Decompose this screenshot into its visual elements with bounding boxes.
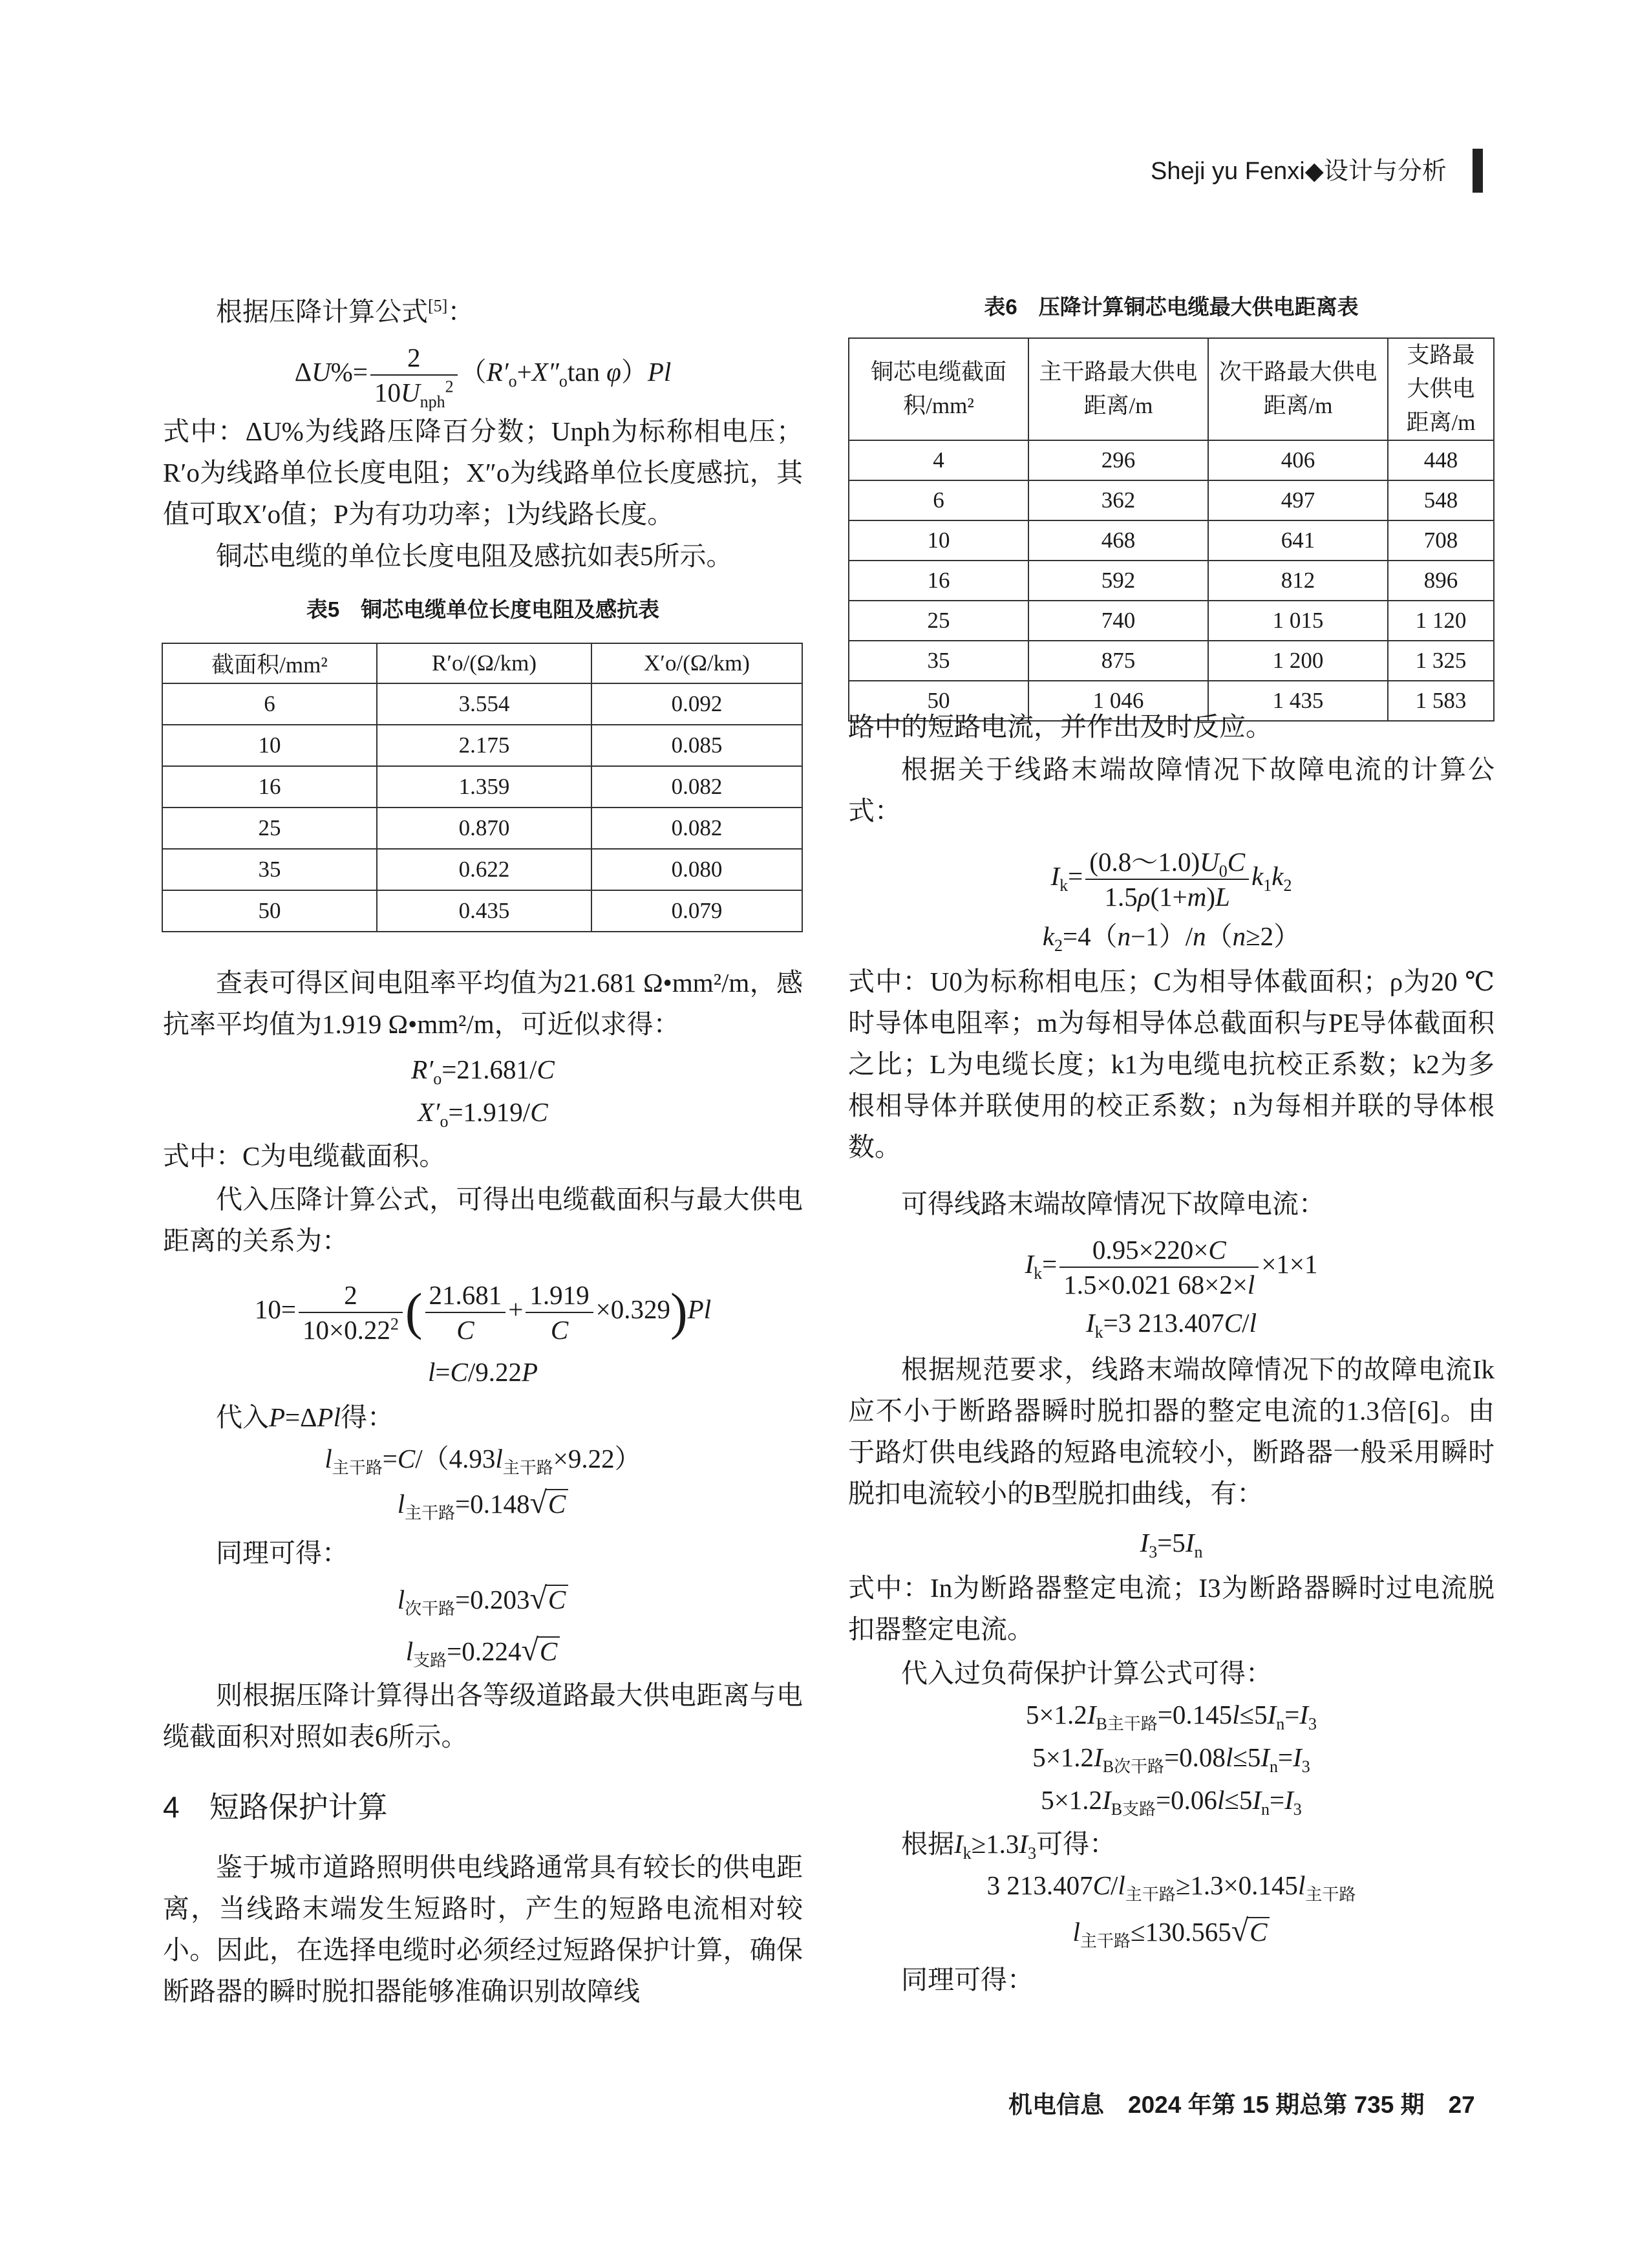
table5 bbox=[162, 643, 803, 932]
header-bar bbox=[1473, 149, 1483, 193]
table6-row bbox=[849, 641, 1494, 681]
table6-cell: 406 bbox=[1208, 440, 1388, 480]
table6-cell: 497 bbox=[1208, 480, 1388, 520]
table6-cell: 641 bbox=[1208, 520, 1388, 561]
table6-cell: 812 bbox=[1208, 561, 1388, 601]
same-paragraph: 同理可得： bbox=[216, 1538, 348, 1568]
table6 bbox=[848, 337, 1495, 722]
eq-ik-result: $I_k=3$ 213.407C/l bbox=[1086, 1308, 1257, 1342]
table6-header: 次干路最大供电距离/m bbox=[1208, 338, 1388, 440]
average-paragraph: 查表可得区间电阻率平均值为21.681 Ω•mm²/m，感抗率平均值为1.919 Ω•mm²/m，可近似求得： bbox=[163, 968, 803, 1039]
running-header bbox=[1151, 152, 1447, 191]
ik-paragraph: 根据$I_k\ge 1.3I_3$可得： bbox=[901, 1829, 1116, 1863]
table5-caption: 表5 铜芯电缆单位长度电阻及感抗表 bbox=[306, 597, 660, 621]
table5-header: 截面积/mm² bbox=[162, 643, 377, 683]
eq-main-2: $l_{主干路}=0.148√C$ bbox=[163, 1484, 803, 1523]
table5-row bbox=[162, 683, 802, 725]
table5-row bbox=[162, 890, 802, 932]
table6-cell: 1 325 bbox=[1388, 641, 1494, 681]
eq-main-1: $l_{主干路}=C/(4.93l_{主干路}\times 9.22)$ bbox=[324, 1444, 641, 1478]
table6-cell: 896 bbox=[1388, 561, 1494, 601]
voltage-drop-formula: ΔU%= $\frac{2}{10U_{nph}^2}$ （$R'_o+X''_o\tan$ φ）Pl bbox=[294, 342, 672, 411]
section-heading-4: 4 短路保护计算 bbox=[163, 1790, 388, 1824]
table6-cell: 448 bbox=[1388, 440, 1494, 480]
eq-branch: $l_{支路}=0.224√C$ bbox=[163, 1632, 803, 1671]
table6-header: 主干路最大供电距离/m bbox=[1028, 338, 1208, 440]
table6-cell: 6 bbox=[849, 480, 1028, 520]
table6-cell: 740 bbox=[1028, 601, 1208, 641]
table5-cell: 25 bbox=[162, 808, 377, 849]
table5-row bbox=[162, 849, 802, 890]
table6-cell: 1 120 bbox=[1388, 601, 1494, 641]
table5-header: R′o/(Ω/km) bbox=[377, 643, 591, 683]
table6-row bbox=[849, 440, 1494, 480]
continuation-paragraph: 路中的短路电流，并作出及时反应。 bbox=[848, 712, 1272, 742]
table6-cell: 1 200 bbox=[1208, 641, 1388, 681]
spec-paragraph: 根据规范要求，线路末端故障情况下的故障电流Ik应不小于断路器瞬时脱扣器的整定电流的1.3倍[6]。由于路灯供电线路的短路电流较小，断路器一般采用瞬时脱扣电流较小的B型脱扣曲线，有： bbox=[848, 1354, 1495, 1508]
short-circuit-paragraph: 鉴于城市道路照明供电线路通常具有较长的供电距离，当线路末端发生短路时，产生的短路电流相对较小。因此，在选择电缆时必须经过短路保护计算，确保断路器的瞬时脱扣器能够准确识别故障线 bbox=[163, 1852, 803, 2006]
substitute-paragraph: 代入压降计算公式，可得出电缆截面积与最大供电距离的关系为： bbox=[163, 1184, 803, 1256]
eq-result-2: $l_{主干路}\le 130.565√C$ bbox=[848, 1912, 1495, 1951]
eq-i3: $I_3=5I_n$ bbox=[1140, 1528, 1203, 1562]
table5-cell: 0.079 bbox=[591, 890, 802, 932]
table6-cell: 592 bbox=[1028, 561, 1208, 601]
where-paragraph-1: 式中：ΔU%为线路压降百分数；Unph为标称相电压；R′o为线路单位长度电阻；X″o为线路单位长度感抗，其值可取X′o值；P为有功功率；l为线路长度。 bbox=[163, 416, 803, 529]
table6-intro: 则根据压降计算得出各等级道路最大供电距离与电缆截面积对照如表6所示。 bbox=[163, 1680, 803, 1751]
table6-cell: 16 bbox=[849, 561, 1028, 601]
table5-cell: 0.082 bbox=[591, 808, 802, 849]
table6-row bbox=[849, 561, 1494, 601]
eq-overload-2: $5\times 1.2I_{B次干路}=0.08l\le 5I_n=I_3$ bbox=[1032, 1742, 1310, 1777]
header-section: 设计与分析 bbox=[1323, 158, 1447, 185]
table5-cell: 0.870 bbox=[377, 808, 591, 849]
table6-header: 铜芯电缆截面积/mm² bbox=[849, 338, 1028, 440]
eq-relation: 10= $\frac{2}{10\times 0.22^2}$ ( $\frac{21.681}{C}$ + $\frac{1.919}{C}$ ×0.329)Pl bbox=[254, 1279, 712, 1345]
table6-cell: 35 bbox=[849, 641, 1028, 681]
table6-row bbox=[849, 520, 1494, 561]
table5-cell: 50 bbox=[162, 890, 377, 932]
table5-cell: 2.175 bbox=[377, 725, 591, 766]
where-paragraph-3: 式中：In为断路器整定电流；I3为断路器瞬时过电流脱扣器整定电流。 bbox=[848, 1573, 1495, 1644]
table5-cell: 35 bbox=[162, 849, 377, 890]
table6-cell: 548 bbox=[1388, 480, 1494, 520]
table6-cell: 10 bbox=[849, 520, 1028, 561]
table5-cell: 0.092 bbox=[591, 683, 802, 725]
eq-result-1: 3 $213.407C/l_{主干路}\ge 1.3\times 0.145l_{主干路}$ bbox=[986, 1870, 1356, 1905]
eq-l: l=C/9.22P bbox=[427, 1357, 538, 1387]
table5-cell: 10 bbox=[162, 725, 377, 766]
table6-cell: 1 046 bbox=[1028, 681, 1208, 721]
same-paragraph-2: 同理可得： bbox=[901, 1965, 1034, 1995]
table5-cell: 0.622 bbox=[377, 849, 591, 890]
table5-cell: 0.082 bbox=[591, 766, 802, 808]
table6-cell: 4 bbox=[849, 440, 1028, 480]
table5-row bbox=[162, 766, 802, 808]
table5-row bbox=[162, 725, 802, 766]
table5-cell: 16 bbox=[162, 766, 377, 808]
table5-cell: 6 bbox=[162, 683, 377, 725]
table6-cell: 50 bbox=[849, 681, 1028, 721]
table5-cell: 0.435 bbox=[377, 890, 591, 932]
eq-ik-numeric: $I_k=$ $\frac{0.95\times 220\times C}{1.5\times 0.021 68\times 2\times l}$ ×1×1 bbox=[1025, 1234, 1318, 1300]
diamond-icon: ◆ bbox=[1304, 158, 1324, 185]
table6-cell: 1 583 bbox=[1388, 681, 1494, 721]
eq-x: $X'_o=1.919/C$ bbox=[418, 1097, 548, 1131]
where-paragraph-2: 式中：U0为标称相电压；C为相导体截面积；ρ为20 ℃时导体电阻率；m为每相导体总截面积与PE导体截面积之比；L为电缆长度；k1为电缆电抗校正系数；k2为多根相导体并联使用的校正系数；n为每相并联的导体根数。 bbox=[848, 967, 1495, 1162]
eq-r: $R'_o=21.681/C$ bbox=[411, 1054, 555, 1089]
eq-ik: $I_k=$ $\frac{(0.8\sim 1.0)U_0C}{1.5\rho(1+m)L}$ $k_1k_2$ bbox=[1050, 846, 1292, 912]
table6-cell: 25 bbox=[849, 601, 1028, 641]
eq-k2: $k_2=4(n-1)/n(n\ge 2)$ bbox=[1042, 921, 1301, 956]
eq-overload-3: $5\times 1.2I_{B支路}=0.06l\le 5I_n=I_3$ bbox=[1041, 1785, 1302, 1819]
eq-overload-1: $5\times 1.2I_{B主干路}=0.145l\le 5I_n=I_3$ bbox=[1025, 1700, 1317, 1734]
table5-cell: 0.085 bbox=[591, 725, 802, 766]
table6-row bbox=[849, 601, 1494, 641]
table5-cell: 3.554 bbox=[377, 683, 591, 725]
table6-cell: 708 bbox=[1388, 520, 1494, 561]
table6-cell: 1 435 bbox=[1208, 681, 1388, 721]
table6-cell: 1 015 bbox=[1208, 601, 1388, 641]
table6-cell: 296 bbox=[1028, 440, 1208, 480]
table5-intro: 铜芯电缆的单位长度电阻及感抗如表5所示。 bbox=[216, 541, 733, 571]
table6-cell: 875 bbox=[1028, 641, 1208, 681]
table6-row bbox=[849, 480, 1494, 520]
table6-cell: 362 bbox=[1028, 480, 1208, 520]
formula-paragraph: 根据关于线路末端故障情况下故障电流的计算公式： bbox=[848, 754, 1495, 826]
where-c: 式中：C为电缆截面积。 bbox=[163, 1141, 446, 1171]
table5-header: X′o/(Ω/km) bbox=[591, 643, 802, 683]
table5-cell: 1.359 bbox=[377, 766, 591, 808]
header-pinyin: Sheji yu Fenxi bbox=[1151, 158, 1305, 185]
table5-cell: 0.080 bbox=[591, 849, 802, 890]
table6-cell: 468 bbox=[1028, 520, 1208, 561]
substitute-p: 代入P=ΔPl得： bbox=[216, 1402, 394, 1432]
table5-row bbox=[162, 808, 802, 849]
fault-paragraph: 可得线路末端故障情况下故障电流： bbox=[901, 1189, 1325, 1219]
overload-paragraph: 代入过负荷保护计算公式可得： bbox=[901, 1658, 1272, 1688]
table6-caption: 表6 压降计算铜芯电缆最大供电距离表 bbox=[984, 295, 1359, 319]
intro-line: 根据压降计算公式[5]： bbox=[216, 296, 474, 326]
footer bbox=[1008, 2086, 1475, 2124]
footer-journal: 机电信息 2024 年第 15 期总第 735 期 bbox=[1008, 2091, 1425, 2118]
eq-secondary: $l_{次干路}=0.203√C$ bbox=[163, 1580, 803, 1619]
table6-header: 支路最大供电距离/m bbox=[1388, 338, 1494, 440]
page-number: 27 bbox=[1448, 2091, 1475, 2118]
